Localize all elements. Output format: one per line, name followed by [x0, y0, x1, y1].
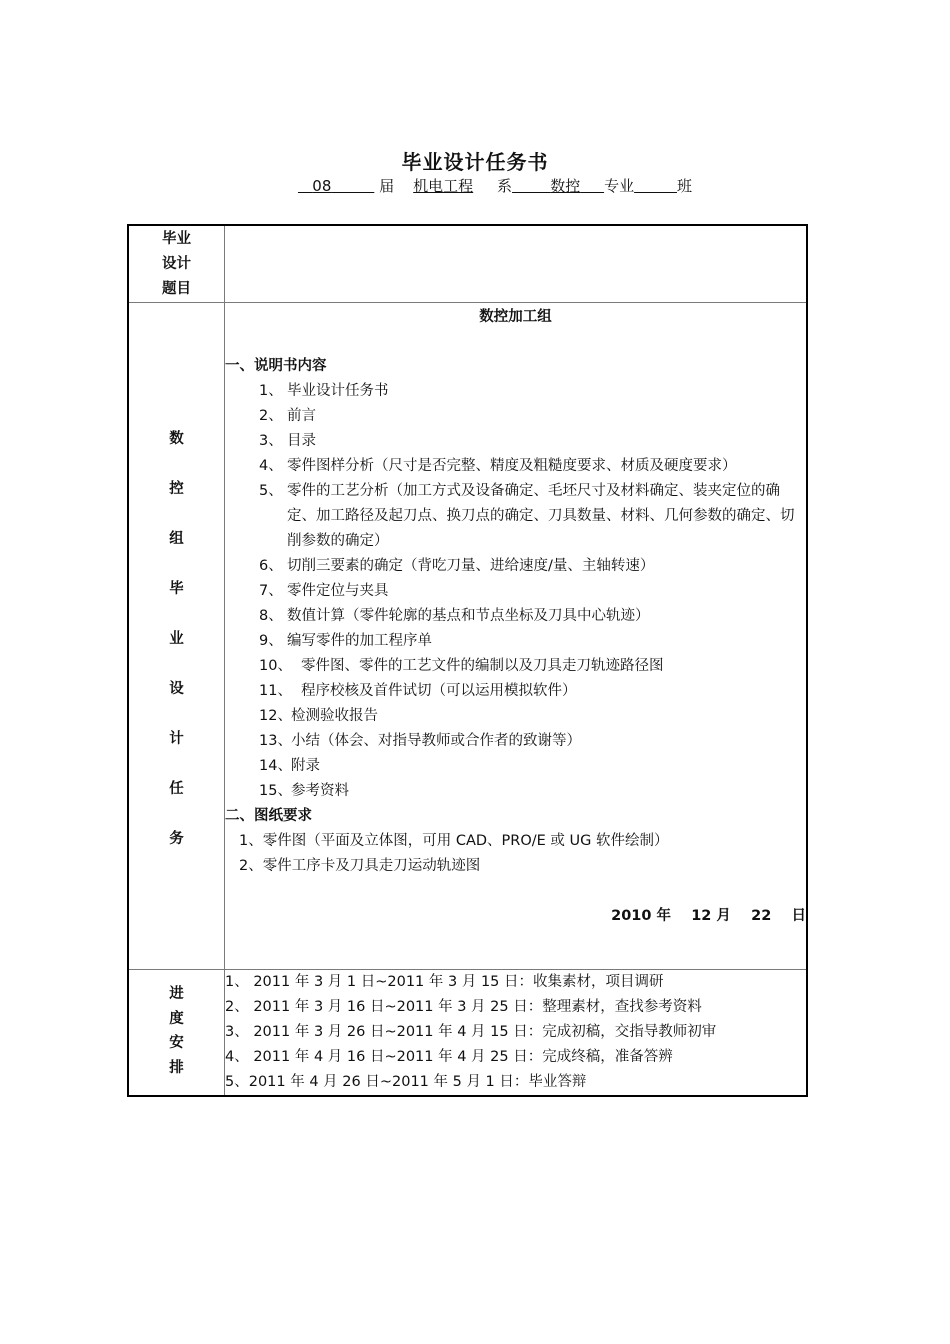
list-item-text: 编写零件的加工程序单 [287, 633, 432, 649]
list-item [225, 704, 806, 729]
list-item [225, 454, 806, 479]
schedule-row [128, 970, 807, 1097]
list-item-text: 小结（体会、对指导教师或合作者的致谢等） [291, 733, 581, 749]
list-item-text: 附录 [291, 758, 320, 774]
task-label-char: 业 [169, 631, 184, 647]
list-item-text: 前言 [287, 408, 316, 424]
task-label-char: 组 [169, 531, 184, 547]
task-label-char: 计 [169, 731, 184, 747]
list-item [225, 554, 806, 579]
list-item-number: 10、 [259, 658, 292, 674]
task-table [127, 224, 808, 1097]
major-value: 数控 [550, 177, 581, 195]
session-value: 08 [312, 177, 332, 195]
schedule-item: 1、 2011 年 3 月 1 日~2011 年 3 月 15 日：收集素材，项目调研 [225, 974, 664, 990]
list-item-number: 7、 [259, 583, 283, 599]
list-item-number: 4、 [259, 458, 283, 474]
task-row [128, 303, 807, 970]
topic-label [128, 225, 225, 303]
schedule-label [128, 970, 225, 1097]
list-item [225, 679, 806, 704]
major-field [512, 177, 604, 195]
group-title: 数控加工组 [479, 309, 552, 325]
requirement-item: 2、零件工序卡及刀具走刀运动轨迹图 [239, 858, 481, 874]
list-item-number: 14、 [259, 758, 292, 774]
list-item-number: 12、 [259, 708, 292, 724]
list-item-text: 目录 [287, 433, 316, 449]
department-field [413, 177, 473, 195]
task-label-char: 毕 [169, 581, 184, 597]
class-label: 班 [677, 177, 693, 195]
schedule-item: 4、 2011 年 4 月 16 日~2011 年 4 月 25 日：完成终稿，准备答辨 [225, 1049, 673, 1065]
session-label: 届 [379, 177, 395, 195]
topic-value [225, 225, 808, 303]
class-info-line [0, 175, 950, 196]
major-label: 专业 [604, 177, 635, 195]
list-item-text: 参考资料 [291, 783, 349, 799]
task-label-char: 务 [169, 831, 184, 847]
list-item [225, 779, 806, 804]
list-item-text: 零件图、零件的工艺文件的编制以及刀具走刀轨迹路径图 [301, 658, 664, 674]
list-item-text: 程序校核及首件试切（可以运用模拟软件） [301, 683, 577, 699]
requirement-item: 1、零件图（平面及立体图，可用 CAD、PRO/E 或 UG 软件绘制） [239, 833, 669, 849]
schedule-label-char: 排 [169, 1059, 184, 1076]
section-title-drawings: 二、图纸要求 [225, 808, 312, 824]
list-item-number: 6、 [259, 558, 283, 574]
list-item-number: 11、 [259, 683, 292, 699]
list-item-number: 3、 [259, 433, 283, 449]
list-item-number: 1、 [259, 383, 283, 399]
section-title-manual: 一、说明书内容 [225, 358, 327, 374]
list-item-number: 9、 [259, 633, 283, 649]
issue-date: 2010 年 12 月 22 日 [611, 908, 806, 924]
list-item-text: 切削三要素的确定（背吃刀量、进给速度/量、主轴转速） [287, 558, 655, 574]
list-item-number: 13、 [259, 733, 292, 749]
list-item [225, 379, 806, 404]
task-label [128, 303, 225, 970]
list-item [225, 629, 806, 654]
schedule-item: 5、2011 年 4 月 26 日~2011 年 5 月 1 日：毕业答辩 [225, 1074, 587, 1090]
manual-contents-list [225, 379, 806, 804]
topic-label-line: 设计 [162, 256, 191, 272]
list-item-number: 5、 [259, 483, 283, 499]
list-item [225, 754, 806, 779]
list-item [225, 404, 806, 429]
list-item [225, 579, 806, 604]
schedule-item: 2、 2011 年 3 月 16 日~2011 年 3 月 25 日：整理素材，查找参考资料 [225, 999, 702, 1015]
list-item [225, 604, 806, 629]
list-item [225, 429, 806, 454]
schedule-content [225, 970, 808, 1097]
department-label: 系 [497, 177, 513, 195]
list-item-number: 2、 [259, 408, 283, 424]
task-label-char: 设 [169, 681, 184, 697]
list-item-text: 零件定位与夹具 [287, 583, 389, 599]
task-label-char: 控 [169, 481, 184, 497]
list-item-text: 零件的工艺分析（加工方式及设备确定、毛坯尺寸及材料确定、装夹定位的确定、加工路径及起刀点、换刀点的确定、刀具数量、材料、几何参数的确定、切削参数的确定） [287, 483, 795, 549]
task-label-char: 任 [169, 781, 184, 797]
list-item-text: 数值计算（零件轮廓的基点和节点坐标及刀具中心轨迹） [287, 608, 650, 624]
list-item-text: 零件图样分析（尺寸是否完整、精度及粗糙度要求、材质及硬度要求） [287, 458, 737, 474]
list-item-number: 15、 [259, 783, 292, 799]
list-item-number: 8、 [259, 608, 283, 624]
schedule-label-char: 度 [169, 1010, 184, 1027]
schedule-label-char: 进 [169, 986, 184, 1002]
schedule-label-char: 安 [169, 1035, 184, 1051]
document-title: 毕业设计任务书 [401, 150, 549, 174]
list-item [225, 654, 806, 679]
topic-row [128, 225, 807, 303]
department-value: 机电工程 [413, 177, 474, 195]
task-label-char: 数 [169, 431, 184, 447]
task-content [225, 303, 808, 970]
class-field [634, 177, 677, 195]
topic-label-line: 毕业 [162, 231, 191, 247]
list-item-text: 毕业设计任务书 [287, 383, 389, 399]
topic-label-line: 题目 [162, 281, 191, 297]
list-item [225, 479, 806, 554]
list-item [225, 729, 806, 754]
schedule-item: 3、 2011 年 3 月 26 日~2011 年 4 月 15 日：完成初稿，交指导教师初审 [225, 1024, 717, 1040]
list-item-text: 检测验收报告 [291, 708, 378, 724]
session-field [298, 177, 374, 195]
